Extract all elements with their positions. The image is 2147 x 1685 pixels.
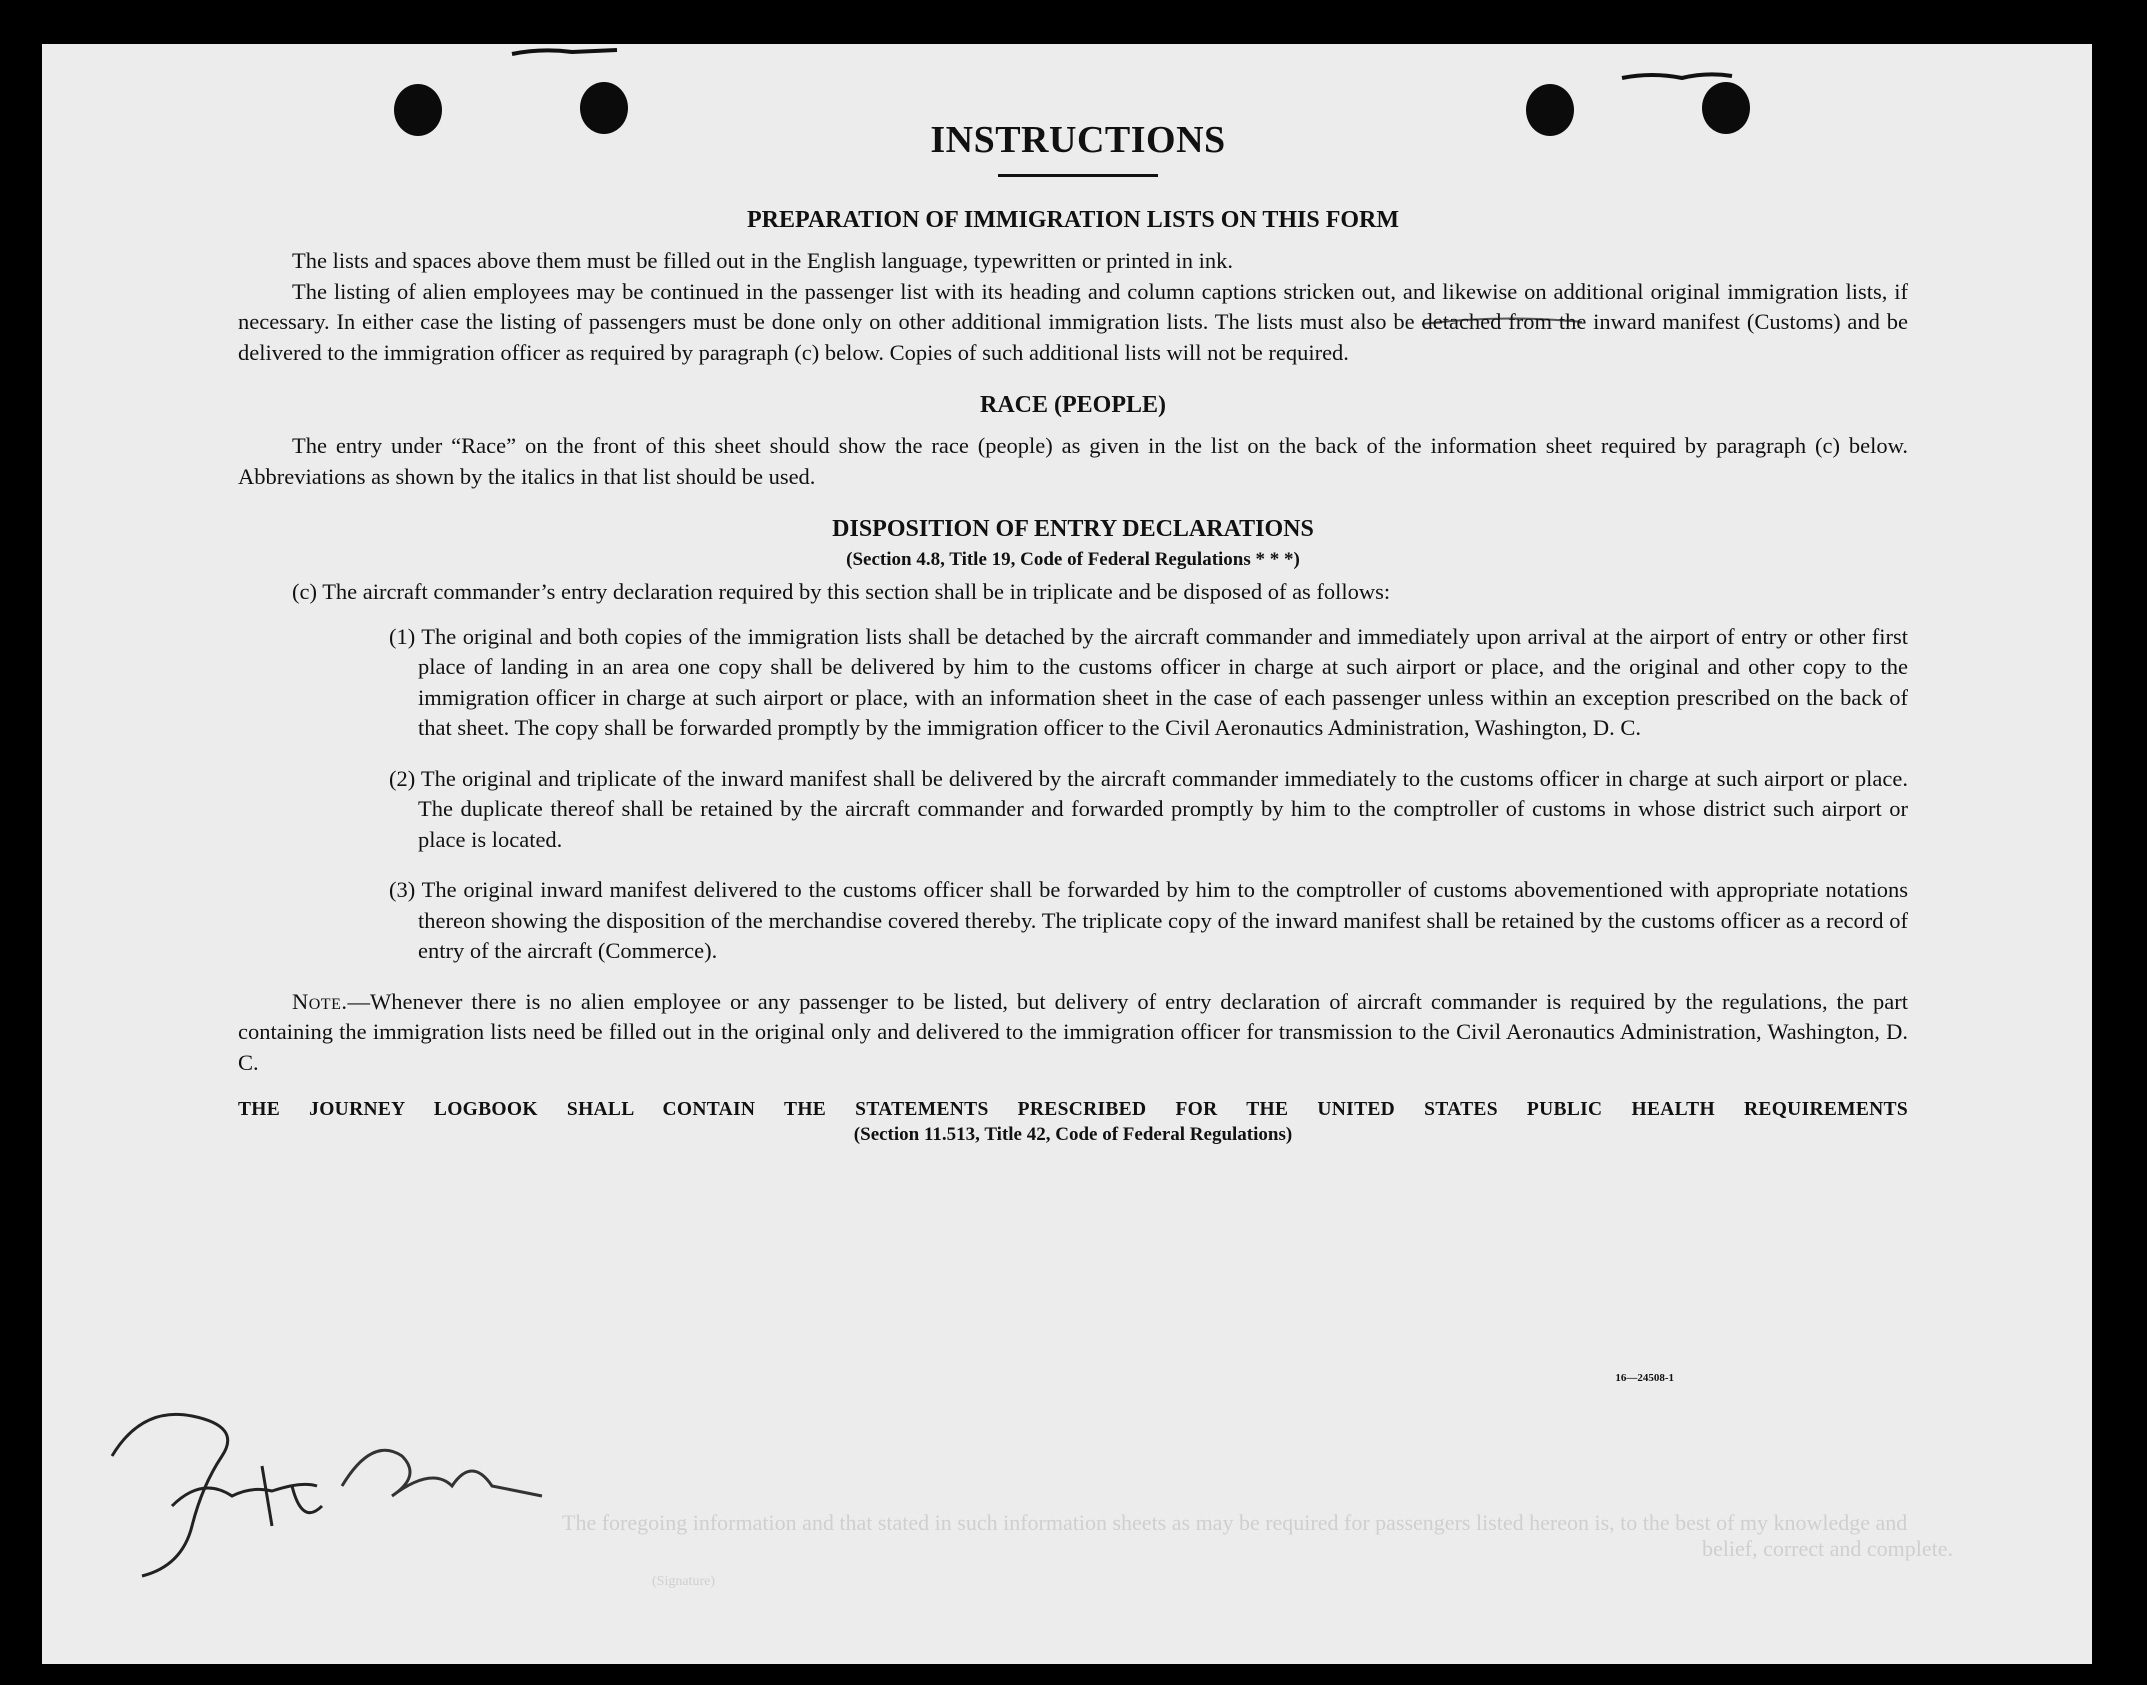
document-page (42, 44, 2092, 1664)
preparation-paragraph-2: The listing of alien employees may be continued in the passenger list with its heading and column captions stricken out, and likewise on additional original immigration lists, if necessary. In either case the listing of passengers must be done only on other additional immigration lists. The lists must also be detached from the inward manifest (Customs) and be delivered to the immigration officer as required by paragraph (c) below. Copies of such additional lists will not be required. (238, 278, 1908, 365)
health-requirements-statement: THE JOURNEY LOGBOOK SHALL CONTAIN THE STATEMENTS PRESCRIBED FOR THE UNITED STATES PUBLIC HEALTH REQUIREMENTS (238, 1099, 1908, 1120)
bleed-through-text: belief, correct and complete. (1702, 1536, 1954, 1561)
page-title: INSTRUCTIONS (930, 119, 1226, 161)
instructions-body (238, 118, 1908, 1152)
race-heading: RACE (PEOPLE) (980, 392, 1166, 418)
health-citation: (Section 11.513, Title 42, Code of Federal Regulations) (853, 1124, 1293, 1145)
disposition-citation: (Section 4.8, Title 19, Code of Federal Regulations * * *) (846, 549, 1300, 570)
bleed-through-signature-caption: (Signature) (652, 1574, 715, 1589)
note-label: Note. (292, 988, 348, 1014)
preparation-heading: PREPARATION OF IMMIGRATION LISTS ON THIS FORM (746, 207, 1400, 233)
disposition-heading: DISPOSITION OF ENTRY DECLARATIONS (832, 516, 1314, 542)
race-paragraph: The entry under “Race” on the front of this sheet should show the race (people) as given in the list on the back of the information sheet required by paragraph (c) below. Abbreviations as shown by the italics in that list should be used. (238, 433, 1908, 489)
handwritten-signature (102, 1386, 582, 1586)
note-text: —Whenever there is no alien employee or any passenger to be listed, but delivery of entry declaration of aircraft commander is required by the regulations, the part containing the immigration lists need be filled out in the original only and delivered to the immigration officer for transmission to the Civil Aeronautics Administration, Washington, D. C. (238, 988, 1908, 1075)
title-underline (998, 174, 1158, 177)
clause-c: (c) The aircraft commander’s entry declaration required by this section shall be in triplicate and be disposed of as follows: (292, 579, 1391, 604)
preparation-paragraph-1: The lists and spaces above them must be filled out in the English language, typewritten or printed in ink. (292, 248, 1234, 273)
clause-item-3: (3) The original inward manifest delivered to the customs officer shall be forwarded by him to the comptroller of customs abovementioned with appropriate notations thereon showing the disposition of the merchandise covered thereby. The triplicate copy of the inward manifest shall be retained by the customs officer as a record of entry of the aircraft (Commerce). (389, 877, 1908, 963)
bleed-through-text: The foregoing information and that stated in such information sheets as may be required for passengers listed hereon is, to the best of my knowledge and (562, 1510, 1908, 1535)
clause-item-2: (2) The original and triplicate of the inward manifest shall be delivered by the aircraft commander immediately to the customs officer in charge at such airport or place. The duplicate thereof shall be retained by the aircraft commander and forwarded promptly by him to the comptroller of customs in whose district such airport or place is located. (389, 765, 1908, 852)
note-paragraph (238, 987, 1908, 1079)
clause-item-1: (1) The original and both copies of the immigration lists shall be detached by the aircraft commander and immediately upon arrival at the airport of entry or other first place of landing in an area one copy shall be delivered by him to the customs officer in charge at such airport or place, and the original and other copy to the immigration officer in charge at such airport or place, with an information sheet in the case of each passenger unless within an exception prescribed on the back of that sheet. The copy shall be forwarded promptly by the immigration officer to the Civil Aeronautics Administration, Washington, D. C. (389, 623, 1908, 740)
form-number: 16—24508-1 (1615, 1372, 1674, 1384)
